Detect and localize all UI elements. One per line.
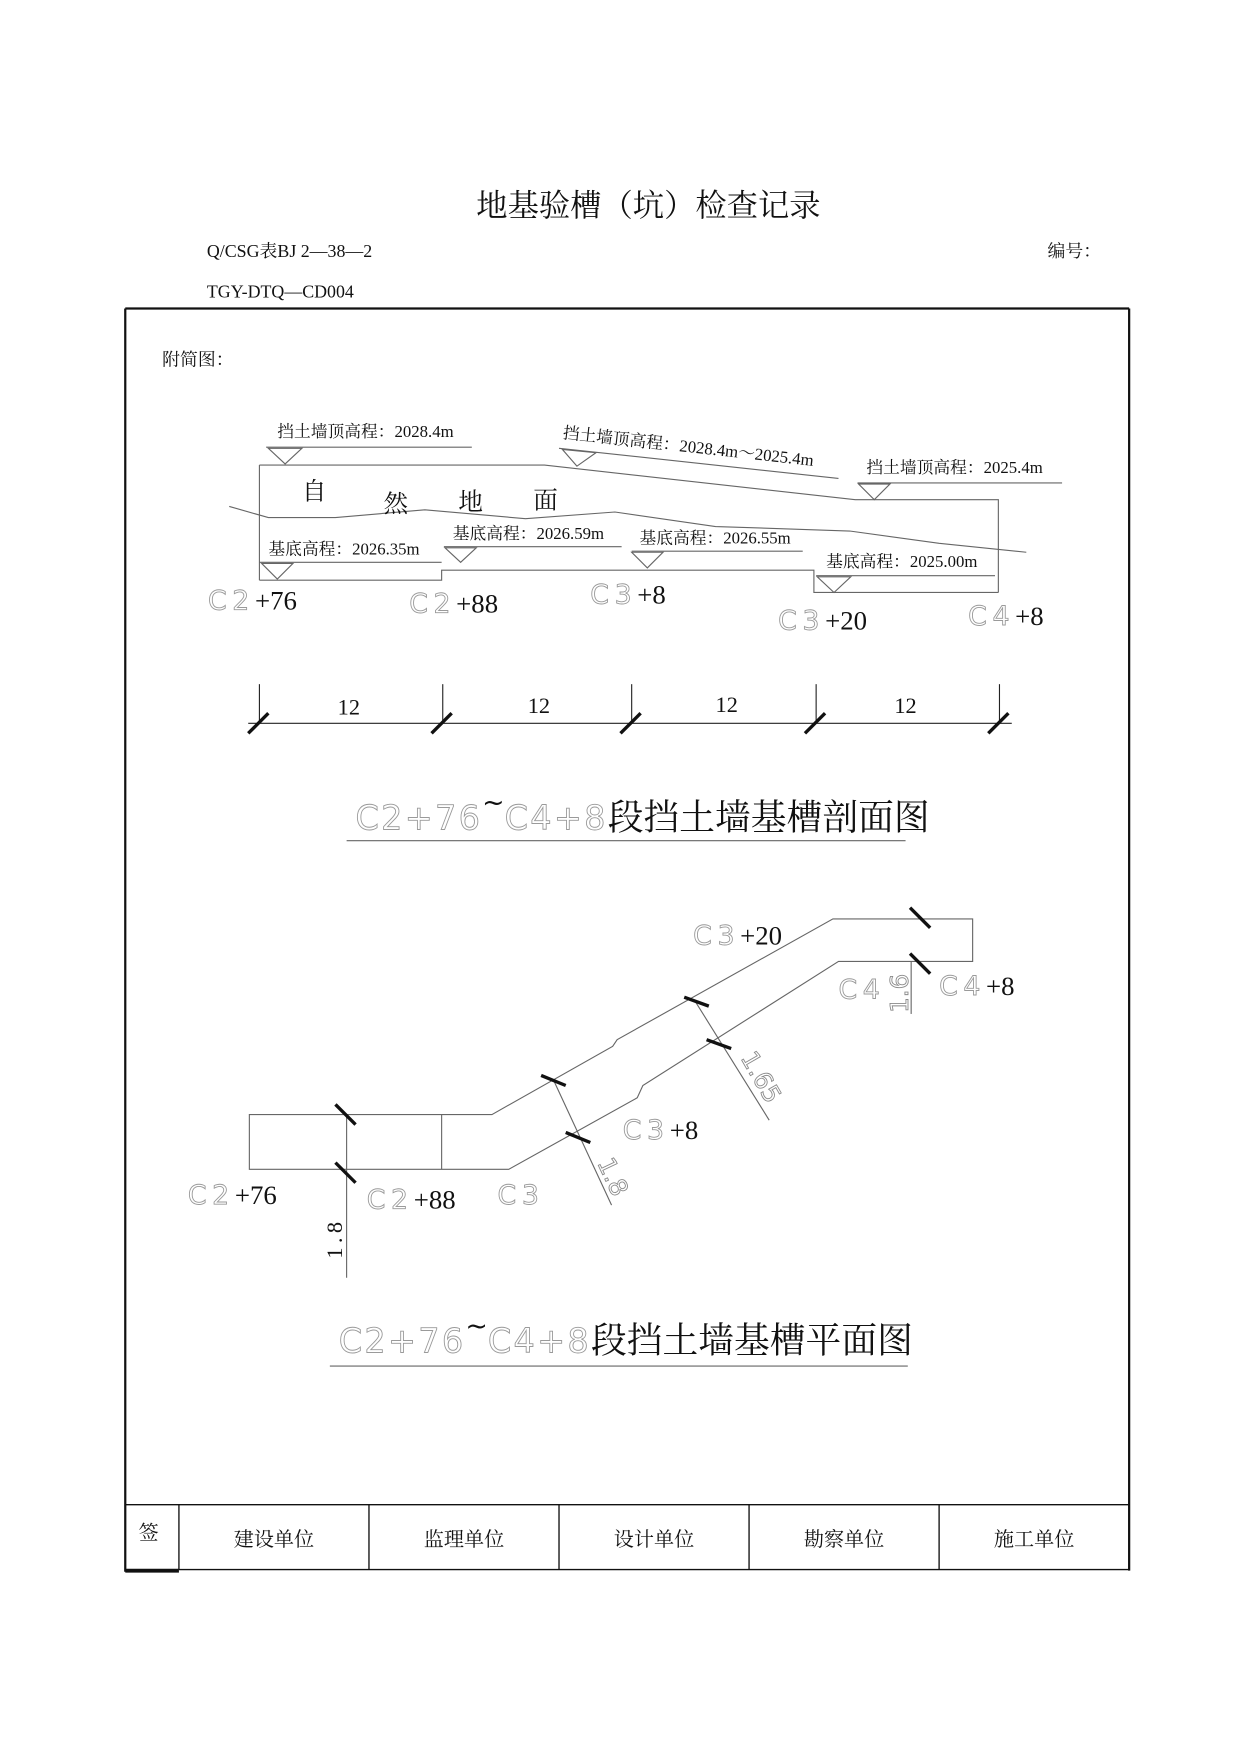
trench-width: 1.6	[884, 973, 914, 1013]
cut-mark	[910, 954, 930, 974]
number-label: 编号：	[1047, 241, 1102, 263]
unit-surveyor: 勘察单位	[803, 1527, 885, 1552]
form-code: Q/CSG表BJ 2—38—2	[206, 241, 373, 262]
cut-mark	[335, 1163, 355, 1183]
cut-mark	[910, 908, 930, 928]
base-elevation-label: 基底高程：2025.00m	[826, 551, 978, 571]
form-title: 地基验槽（坑）检查记录	[476, 187, 821, 224]
section-drawing	[208, 422, 1062, 841]
station-label: C3	[497, 1179, 545, 1211]
sketch-label: 附简图：	[162, 349, 234, 371]
trench-width: 1.8	[591, 1152, 635, 1201]
elevation-marker-icon	[562, 449, 596, 466]
base-elevation-label: 基底高程：2026.55m	[639, 528, 791, 548]
top-elevation-label: 挡土墙顶高程：2028.4m～2025.4m	[561, 423, 815, 470]
station-label: C4	[838, 974, 886, 1006]
top-elevation-label: 挡土墙顶高程：2025.4m	[866, 457, 1043, 477]
elevation-marker-icon	[445, 548, 476, 563]
trench-width: 1.65	[734, 1046, 788, 1108]
ground-label-char: 自	[301, 476, 327, 506]
elevation-marker-icon	[268, 448, 302, 464]
signature-row	[139, 1520, 1075, 1551]
trench-width: 1.8	[322, 1217, 348, 1259]
station-label: C4+8	[968, 600, 1044, 632]
cut-mark	[684, 997, 709, 1006]
ground-label-char: 面	[533, 485, 558, 515]
station-label: C3+20	[693, 920, 783, 952]
top-elevation-label: 挡土墙顶高程：2028.4m	[277, 422, 454, 442]
elevation-marker-icon	[859, 484, 890, 500]
station-label: C3+20	[778, 605, 868, 637]
cut-mark	[541, 1075, 566, 1085]
base-elevation-label: 基底高程：2026.35m	[268, 539, 420, 559]
ground-label-char: 地	[458, 486, 483, 516]
elevation-marker-icon	[632, 552, 663, 568]
ground-label-char: 然	[383, 489, 409, 519]
unit-designer: 设计单位	[613, 1527, 695, 1552]
span-length: 12	[715, 692, 738, 718]
cut-mark	[707, 1040, 732, 1049]
span-length: 12	[527, 693, 551, 719]
station-label: C3+8	[590, 579, 666, 611]
unit-construction-owner: 建设单位	[233, 1527, 315, 1552]
dimension-chain	[248, 684, 1012, 733]
unit-contractor: 施工单位	[993, 1527, 1075, 1552]
plan-drawing-title: C2+76~C4+8段挡土墙基槽平面图	[338, 1310, 913, 1362]
elevation-marker-icon	[817, 577, 851, 593]
form-frame	[125, 309, 1129, 1572]
base-elevation-label: 基底高程：2026.59m	[452, 523, 605, 543]
station-label: C2+88	[366, 1184, 456, 1216]
signature-label: 签	[138, 1520, 159, 1545]
document-code: TGY-DTQ—CD004	[206, 281, 354, 302]
section-drawing-title: C2+76~C4+8段挡土墙基槽剖面图	[355, 787, 930, 839]
station-label: C4+8	[939, 970, 1015, 1002]
station-label: C2+76	[187, 1179, 277, 1211]
span-length: 12	[337, 694, 361, 720]
plan-drawing	[188, 908, 1015, 1366]
elevation-marker-icon	[262, 563, 293, 579]
station-label: C3+8	[622, 1115, 699, 1147]
unit-supervisor: 监理单位	[423, 1527, 505, 1552]
station-label: C2+88	[409, 588, 499, 620]
span-length: 12	[894, 693, 917, 719]
station-label: C2+76	[207, 585, 297, 617]
trench-plan-outline	[249, 919, 972, 1169]
